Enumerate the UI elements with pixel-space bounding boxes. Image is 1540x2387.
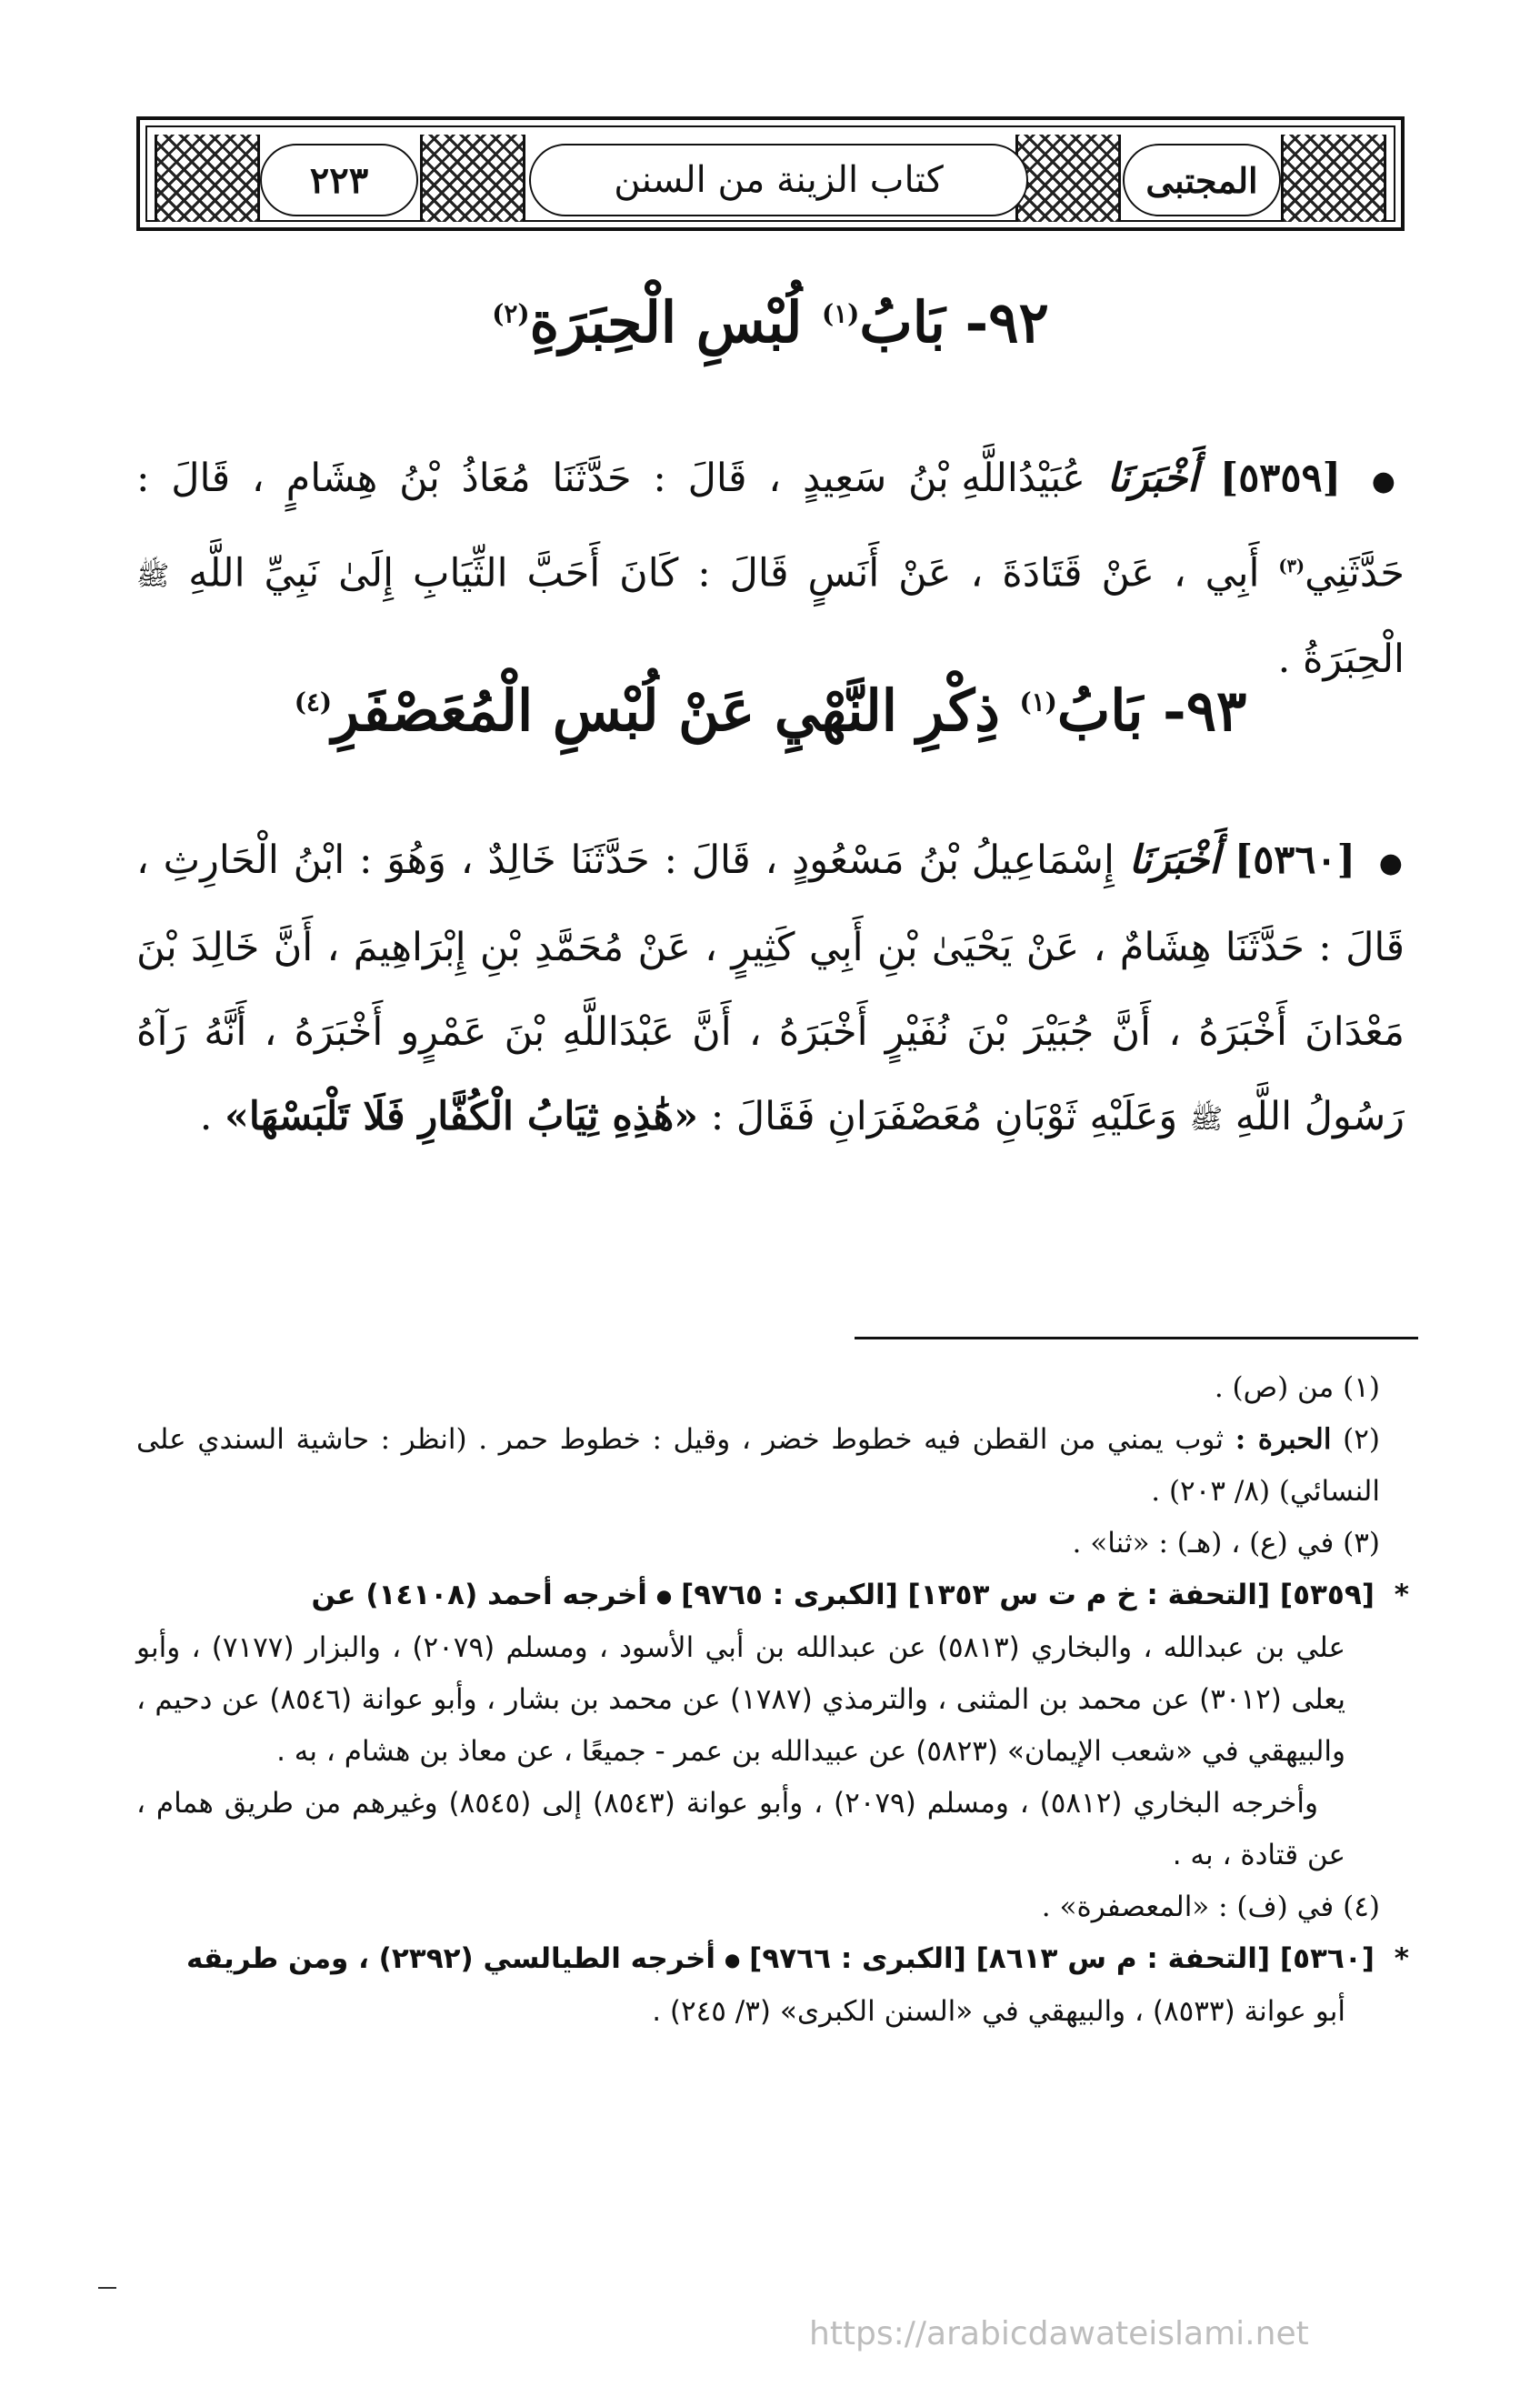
footnotes-section <box>136 1362 1409 2038</box>
ornament-icon <box>155 135 260 222</box>
takhrij-5360-text: أبو عوانة (٨٥٣٣) ، والبيهقي في «السنن الكبرى» (٣/ ٢٤٥) . <box>652 1995 1345 2028</box>
hadith-text: أَبِي ، عَنْ قَتَادَةَ ، عَنْ أَنَسٍ قَالَ : كَانَ أَحَبَّ الثِّيَابِ إِلَىٰ نَبِيِّ اللَّهِ <box>188 549 1260 596</box>
footnote-divider <box>855 1337 1418 1339</box>
bullet-icon: ● <box>655 1585 673 1607</box>
header-inner-frame <box>145 125 1395 222</box>
takhrij-lead: أخرجه أحمد (١٤١٠٨) عن <box>311 1579 647 1611</box>
footnote-ref: (٢) <box>492 298 530 329</box>
footnote-ref: (٣) <box>1278 555 1305 577</box>
hadith-number: [٥٣٥٩] <box>1219 456 1341 501</box>
chapter-title: ذِكْرِ النَّهْيِ عَنْ لُبْسِ الْمُعَصْفَرِ <box>332 677 1000 744</box>
hadith-opening: أَخْبَرَنَا <box>1128 837 1221 883</box>
chapter-heading-93 <box>136 677 1405 744</box>
prophetic-quote: «هَٰذِهِ ثِيَابُ الْكُفَّارِ فَلَا تَلْبَسْهَا» <box>225 1093 699 1139</box>
chapter-bab: بَابُ <box>859 289 945 356</box>
bullet-icon: ● <box>724 1949 741 1971</box>
footnote-ref: (٤) <box>294 687 333 717</box>
takhrij-5360 <box>136 1933 1409 1986</box>
ornament-icon <box>1281 135 1386 222</box>
takhrij-refs: [٥٣٦٠] [التحفة : م س ٨٦١٣] [الكبرى : ٩٧٦٦] <box>749 1942 1375 1975</box>
bullet-icon: ● <box>1378 847 1405 879</box>
hadith-opening: أَخْبَرَنَا <box>1106 456 1199 501</box>
ornament-icon <box>1015 135 1121 222</box>
footnote-2 <box>136 1414 1409 1518</box>
ornament-icon <box>420 135 525 222</box>
salawat-icon: ﷺ <box>136 559 170 592</box>
footnote-text: في (ف) : «المعصفرة» . <box>1041 1891 1335 1923</box>
chapter-heading-92 <box>136 289 1405 356</box>
takhrij-5359-text: علي بن عبدالله ، والبخاري (٥٨١٣) عن عبدالله بن أبي الأسود ، ومسلم (٢٠٧٩) ، والبزار (٧١٧٧) ، وأبو يعلى (٣٠١٢) عن محمد بن المثنى ، والترمذي (١٧٨٧) عن محمد بن بشار ، وأبو عوانة (٨٥٤٦) عن دحيم ، والبيهقي في «شعب الإيمان» (٥٨٢٣) عن عبيدالله بن عمر - جميعًا ، عن معاذ بن هشام ، به . <box>136 1631 1346 1768</box>
footnote-text: ثوب يمني من القطن فيه خطوط خضر ، وقيل : خطوط حمر . (انظر : حاشية السندي على النسائي) (٨/ ٢٠٣) . <box>136 1423 1380 1508</box>
hadith-5360 <box>136 818 1405 1161</box>
hadith-text: الْحِبَرَةُ . <box>1277 637 1405 683</box>
chapter-title: لُبْسِ الْحِبَرَةِ <box>529 289 803 356</box>
edge-mark <box>98 2287 116 2289</box>
hadith-text: إِسْمَاعِيلُ بْنُ مَسْعُودٍ ، قَالَ : حَدَّثَنَا خَالِدٌ ، وَهُوَ : ابْنُ الْحَارِثِ ، قَالَ : حَدَّثَنَا هِشَامٌ ، عَنْ يَحْيَىٰ بْنِ أَبِي كَثِيرٍ ، عَنْ مُحَمَّدِ بْنِ إِبْرَاهِيمَ ، أَنَّ خَالِدَ بْنَ مَعْدَانَ أَخْبَرَهُ ، أَنَّ جُبَيْرَ بْنَ نُفَيْرٍ أَخْبَرَهُ ، أَنَّ عَبْدَاللَّهِ بْنَ عَمْرٍو أَخْبَرَهُ ، أَنَّهُ رَآهُ رَسُولُ اللَّهِ <box>136 837 1405 1139</box>
takhrij-5359 <box>136 1570 1409 1622</box>
hadith-text: وَعَلَيْهِ ثَوْبَانِ مُعَصْفَرَانِ فَقَالَ : <box>710 1093 1178 1139</box>
chapter-number: ٩٣- <box>1162 677 1247 744</box>
footnote-ref: (١) <box>821 298 860 329</box>
hadith-5359 <box>136 436 1405 702</box>
star-icon: * <box>1394 1942 1409 1975</box>
footnote-label: (٤) <box>1343 1891 1380 1923</box>
footnote-label: (٣) <box>1343 1527 1380 1560</box>
hadith-end: . <box>199 1093 213 1139</box>
footnote-4 <box>136 1881 1409 1933</box>
star-icon: * <box>1394 1579 1409 1611</box>
takhrij-5359-text-2: وأخرجه البخاري (٥٨١٢) ، ومسلم (٢٠٧٩) ، وأبو عوانة (٨٥٤٣) إلى (٨٥٤٥) وغيرهم من طريق همام ، عن قتادة ، به . <box>136 1787 1345 1871</box>
page-header <box>136 116 1405 231</box>
footnote-text: من (ص) . <box>1214 1371 1335 1404</box>
chapter-bab: بَابُ <box>1056 677 1144 744</box>
chapter-number: ٩٢- <box>965 289 1049 356</box>
footnote-text: في (ع) ، (هـ) : «ثنا» . <box>1072 1527 1335 1560</box>
book-title: كتاب الزينة من السنن <box>529 144 1028 216</box>
page-number: ٢٢٣ <box>260 144 418 216</box>
hadith-number: [٥٣٦٠] <box>1234 837 1355 883</box>
takhrij-refs: [٥٣٥٩] [التحفة : خ م ت س ١٣٥٣] [الكبرى : ٩٧٦٥] <box>681 1579 1375 1611</box>
series-title: المجتبى <box>1123 144 1281 216</box>
footnote-label: (١) <box>1343 1371 1380 1404</box>
hadith-text: عُبَيْدُاللَّهِ بْنُ سَعِيدٍ ، قَالَ : حَدَّثَنَا مُعَاذُ بْنُ هِشَامٍ ، قَالَ : حَدَّثَنِي <box>136 456 1405 596</box>
footnote-term: الحبرة : <box>1235 1423 1332 1456</box>
footnote-3 <box>136 1518 1409 1570</box>
watermark-url: https://arabicdawateislami.net <box>809 2315 1309 2352</box>
footnote-ref: (١) <box>1019 687 1057 717</box>
salawat-icon: ﷺ <box>1189 1103 1224 1135</box>
footnote-1 <box>136 1362 1409 1414</box>
takhrij-lead: أخرجه الطيالسي (٢٣٩٢) ، ومن طريقه <box>185 1942 715 1975</box>
footnote-label: (٢) <box>1343 1423 1380 1456</box>
bullet-icon: ● <box>1371 465 1405 497</box>
